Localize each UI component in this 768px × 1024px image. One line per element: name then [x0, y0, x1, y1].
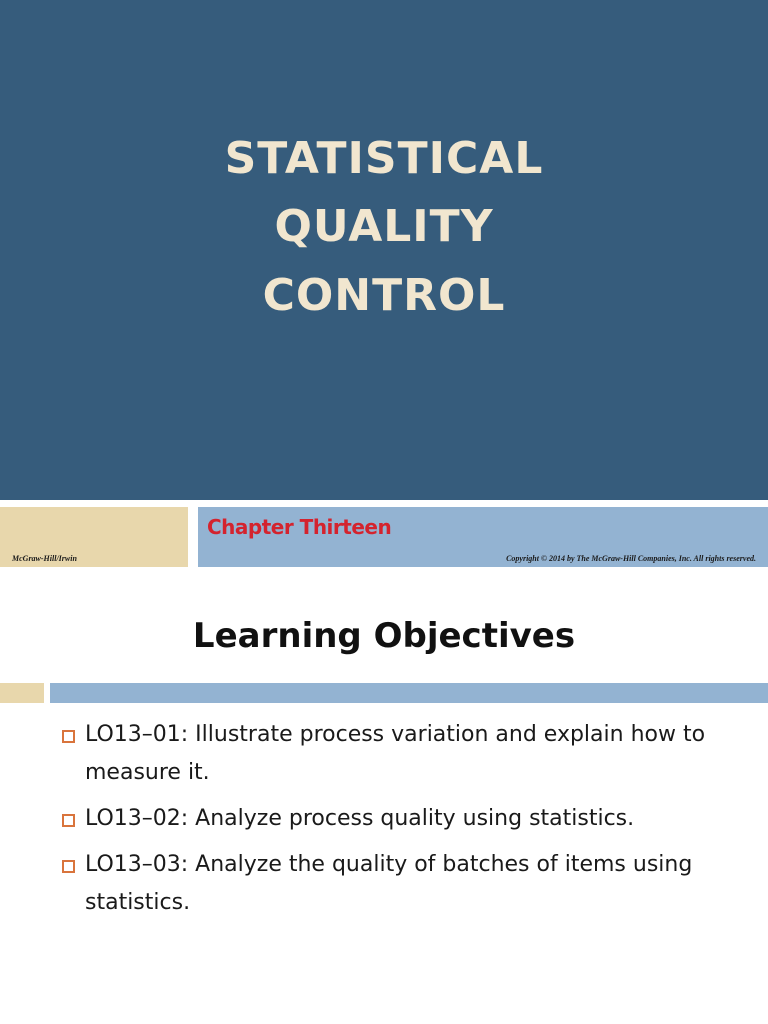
hollow-square-bullet-icon — [62, 730, 75, 743]
publisher-label: McGraw-Hill/Irwin — [12, 554, 77, 563]
objective-text: LO13–01: Illustrate process variation and explain how to measure it. — [85, 722, 706, 785]
objective-item — [62, 716, 722, 792]
slide-title-line-1: STATISTICAL — [224, 133, 544, 184]
hollow-square-bullet-icon — [62, 814, 75, 827]
chapter-label: Chapter Thirteen — [207, 515, 392, 539]
copyright-notice: Copyright © 2014 by The McGraw-Hill Companies, Inc. All rights reserved. — [506, 554, 756, 563]
objectives-title: Learning Objectives — [192, 616, 576, 656]
objective-text: LO13–03: Analyze the quality of batches of items using statistics. — [85, 852, 693, 915]
title-rule-tan — [0, 683, 44, 703]
objective-text: LO13–02: Analyze process quality using statistics. — [85, 806, 635, 831]
objectives-slide — [0, 576, 768, 1024]
slide-title-line-2: QUALITY — [274, 201, 494, 252]
hollow-square-bullet-icon — [62, 860, 75, 873]
slide-title-line-3: CONTROL — [262, 270, 506, 321]
title-rule-blue — [50, 683, 768, 703]
objective-item — [62, 846, 722, 922]
objectives-list — [62, 716, 722, 930]
objective-item — [62, 800, 722, 838]
title-panel — [0, 0, 768, 500]
